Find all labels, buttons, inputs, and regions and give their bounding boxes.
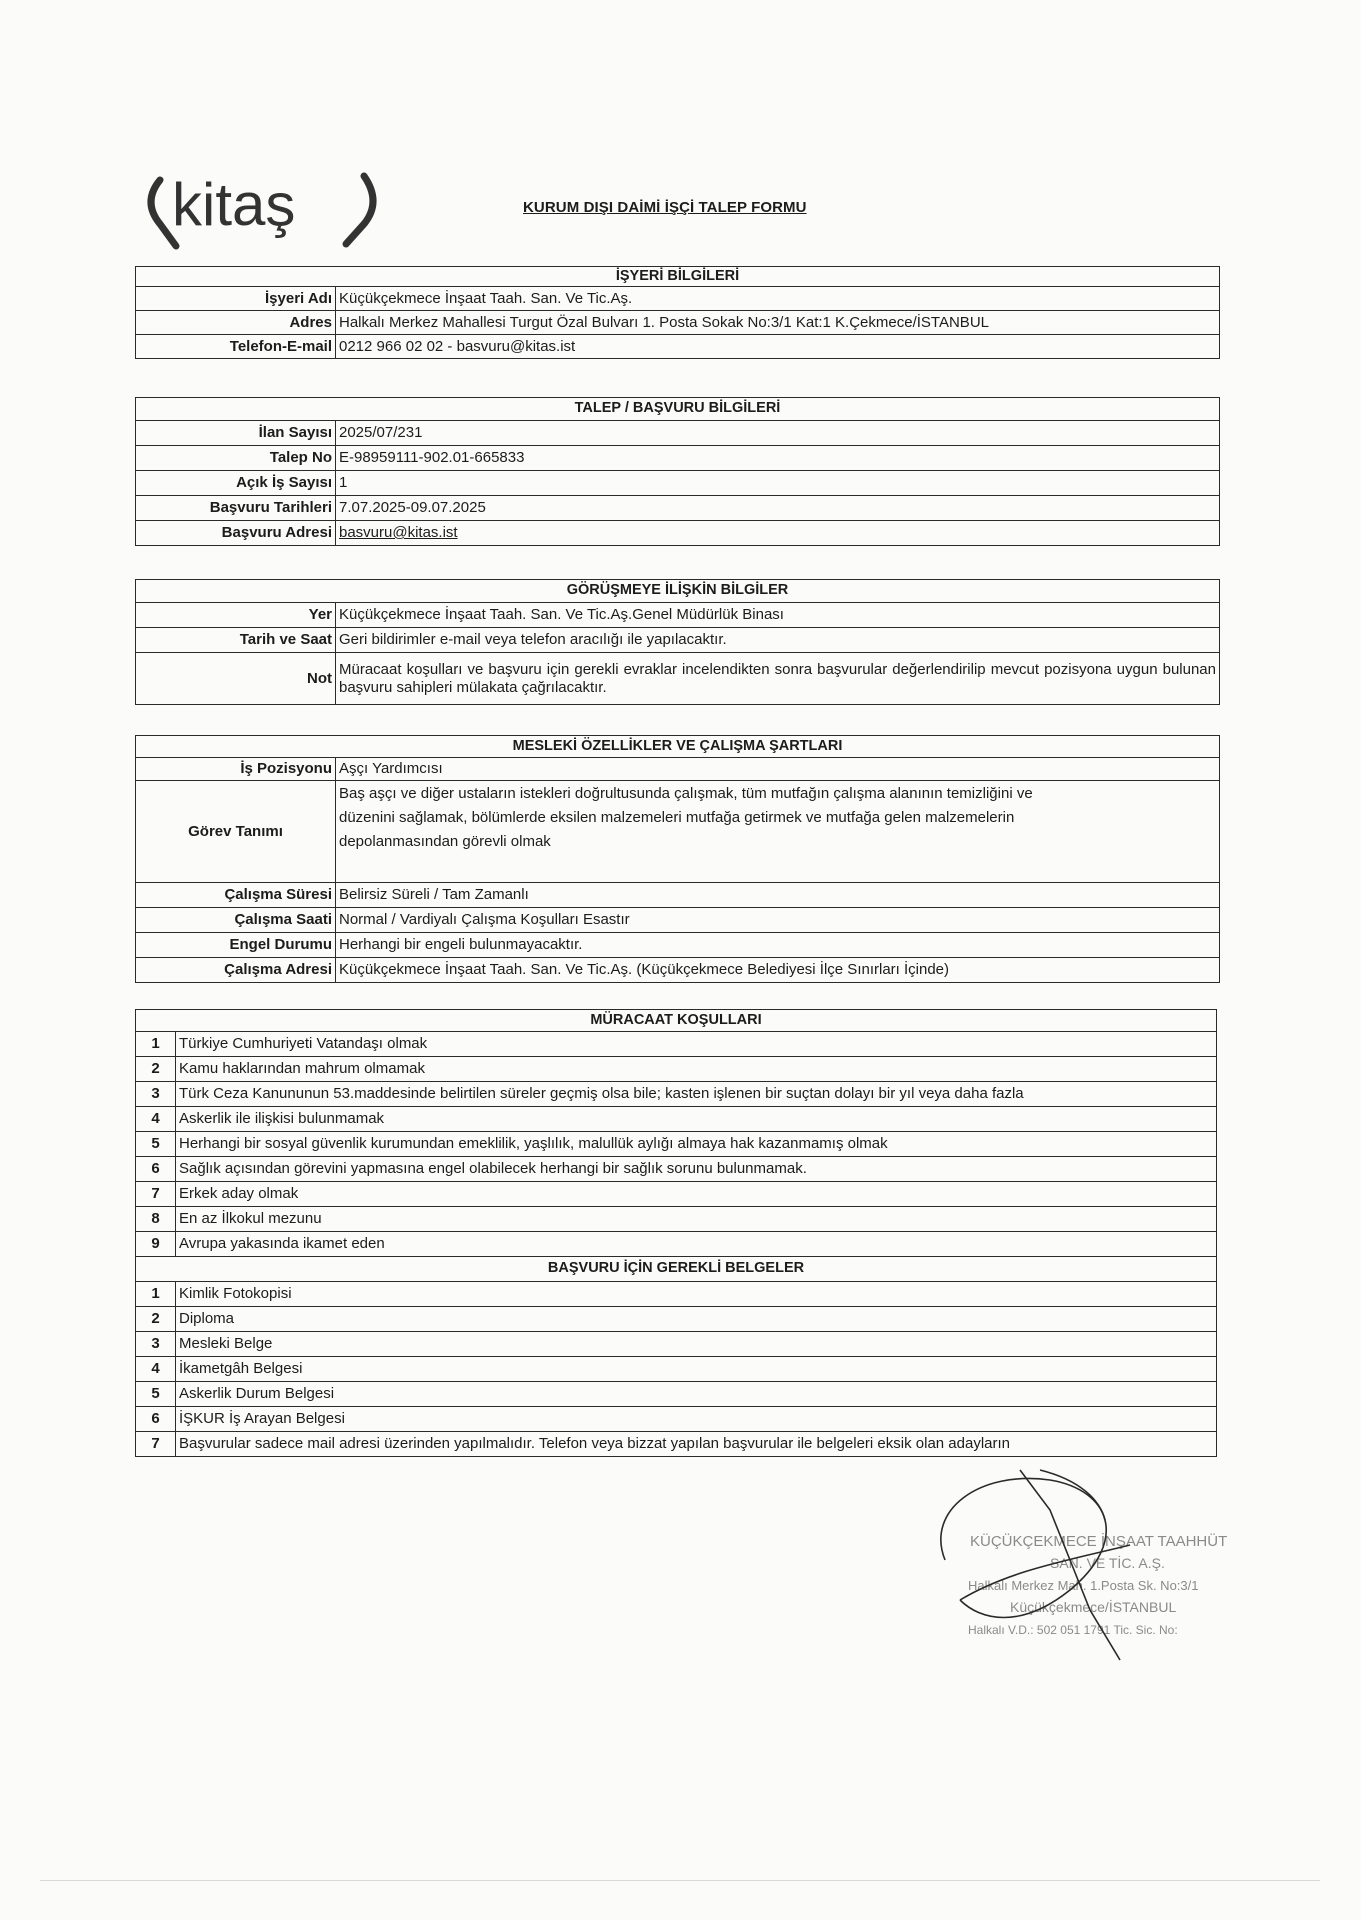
muracaat-header: MÜRACAAT KOŞULLARI (136, 1010, 1217, 1032)
table-row (136, 1182, 1217, 1207)
stamp-line-5: Halkalı V.D.: 502 051 1791 Tic. Sic. No: (968, 1623, 1178, 1637)
calisma-saati-value: Normal / Vardiyalı Çalışma Koşulları Esastır (336, 908, 1220, 933)
calisma-suresi-value: Belirsiz Süreli / Tam Zamanlı (336, 883, 1220, 908)
table-row (136, 1382, 1217, 1407)
basvuru-adresi-label: Başvuru Adresi (136, 521, 336, 546)
muracaat-no: 5 (136, 1132, 176, 1157)
muracaat-text: Avrupa yakasında ikamet eden (176, 1232, 1217, 1257)
ilan-sayisi-value: 2025/07/231 (336, 421, 1220, 446)
ilan-sayisi-label: İlan Sayısı (136, 421, 336, 446)
is-pozisyonu-value: Aşçı Yardımcısı (336, 758, 1220, 781)
table-row (136, 1357, 1217, 1382)
table-row (136, 1207, 1217, 1232)
calisma-adresi-value: Küçükçekmece İnşaat Taah. San. Ve Tic.Aş. (Küçükçekmece Belediyesi İlçe Sınırları İçinde) (336, 958, 1220, 983)
acik-is-sayisi-value: 1 (336, 471, 1220, 496)
belge-text: Mesleki Belge (176, 1332, 1217, 1357)
basvuru-adresi-link[interactable]: basvuru@kitas.ist (339, 524, 458, 541)
page-bottom-divider (40, 1880, 1320, 1881)
belgeler-header: BAŞVURU İÇİN GEREKLİ BELGELER (136, 1257, 1217, 1282)
isyeri-adi-value: Küçükçekmece İnşaat Taah. San. Ve Tic.Aş. (336, 287, 1220, 311)
belge-text: Diploma (176, 1307, 1217, 1332)
muracaat-text: Erkek aday olmak (176, 1182, 1217, 1207)
logo-text: kitaş (172, 171, 296, 238)
belge-no: 7 (136, 1432, 176, 1457)
table-row (136, 1307, 1217, 1332)
isyeri-adi-label: İşyeri Adı (136, 287, 336, 311)
yer-value: Küçükçekmece İnşaat Taah. San. Ve Tic.Aş.Genel Müdürlük Binası (336, 603, 1220, 628)
muracaat-no: 9 (136, 1232, 176, 1257)
is-pozisyonu-label: İş Pozisyonu (136, 758, 336, 781)
muracaat-text: Kamu haklarından mahrum olmamak (176, 1057, 1217, 1082)
muracaat-no: 7 (136, 1182, 176, 1207)
muracaat-table (135, 1009, 1217, 1457)
muracaat-text: Sağlık açısından görevini yapmasına engel olabilecek herhangi bir sağlık sorunu bulunmamak. (176, 1157, 1217, 1182)
table-row (136, 1282, 1217, 1307)
engel-durumu-label: Engel Durumu (136, 933, 336, 958)
table-row (136, 1132, 1217, 1157)
belge-text: Başvurular sadece mail adresi üzerinden yapılmalıdır. Telefon veya bizzat yapılan başvurular ile belgeleri eksik olan adayların (176, 1432, 1217, 1457)
adres-value: Halkalı Merkez Mahallesi Turgut Özal Bulvarı 1. Posta Sokak No:3/1 Kat:1 K.Çekmece/İSTANBUL (336, 311, 1220, 335)
muracaat-no: 6 (136, 1157, 176, 1182)
gorusme-table (135, 579, 1220, 705)
table-row (136, 1107, 1217, 1132)
adres-label: Adres (136, 311, 336, 335)
gorev-tanimi-value: Baş aşçı ve diğer ustaların istekleri doğrultusunda çalışmak, tüm mutfağın çalışma alanının temizliğini ve düzenini sağlamak, bölümlerde eksilen malzemeleri mutfağa getirmek ve mutfağa gelen malzemelerin depolanmasından görevli olmak (336, 781, 1220, 883)
belge-text: İŞKUR İş Arayan Belgesi (176, 1407, 1217, 1432)
talep-no-label: Talep No (136, 446, 336, 471)
belge-no: 6 (136, 1407, 176, 1432)
gorev-tanimi-label: Görev Tanımı (136, 781, 336, 883)
table-row (136, 1332, 1217, 1357)
table-row (136, 1407, 1217, 1432)
belge-no: 2 (136, 1307, 176, 1332)
belge-text: Askerlik Durum Belgesi (176, 1382, 1217, 1407)
yer-label: Yer (136, 603, 336, 628)
muracaat-text: Herhangi bir sosyal güvenlik kurumundan emeklilik, yaşlılık, malullük aylığı almaya hak kazanmamış olmak (176, 1132, 1217, 1157)
kitas-logo (146, 162, 386, 254)
table-row (136, 1232, 1217, 1257)
muracaat-text: En az İlkokul mezunu (176, 1207, 1217, 1232)
table-row (136, 1057, 1217, 1082)
basvuru-tarihleri-value: 7.07.2025-09.07.2025 (336, 496, 1220, 521)
muracaat-no: 4 (136, 1107, 176, 1132)
mesleki-table (135, 735, 1220, 983)
isyeri-table (135, 266, 1220, 359)
belge-no: 1 (136, 1282, 176, 1307)
telefon-email-label: Telefon-E-mail (136, 335, 336, 359)
form-title: KURUM DIŞI DAİMİ İŞÇİ TALEP FORMU (523, 199, 807, 216)
acik-is-sayisi-label: Açık İş Sayısı (136, 471, 336, 496)
muracaat-no: 3 (136, 1082, 176, 1107)
calisma-saati-label: Çalışma Saati (136, 908, 336, 933)
not-value: Müracaat koşulları ve başvuru için gerekli evraklar incelendikten sonra başvurular değerlendirilip mevcut pozisyona uygun bulunan başvuru sahipleri mülakata çağrılacaktır. (336, 653, 1220, 705)
tarih-saat-value: Geri bildirimler e-mail veya telefon aracılığı ile yapılacaktır. (336, 628, 1220, 653)
stamp-line-3: Halkalı Merkez Mah. 1.Posta Sk. No:3/1 (968, 1578, 1199, 1593)
belge-no: 5 (136, 1382, 176, 1407)
mesleki-header: MESLEKİ ÖZELLİKLER VE ÇALIŞMA ŞARTLARI (136, 736, 1220, 758)
talep-header: TALEP / BAŞVURU BİLGİLERİ (136, 398, 1220, 421)
gorusme-header: GÖRÜŞMEYE İLİŞKİN BİLGİLER (136, 580, 1220, 603)
muracaat-text: Türk Ceza Kanununun 53.maddesinde belirtilen süreler geçmiş olsa bile; kasten işlenen bir suçtan dolayı bir yıl veya daha fazla (176, 1082, 1217, 1107)
talep-no-value: E-98959111-902.01-665833 (336, 446, 1220, 471)
table-row (136, 1082, 1217, 1107)
not-label: Not (136, 653, 336, 705)
talep-table (135, 397, 1220, 546)
company-stamp (900, 1450, 1280, 1680)
calisma-suresi-label: Çalışma Süresi (136, 883, 336, 908)
calisma-adresi-label: Çalışma Adresi (136, 958, 336, 983)
engel-durumu-value: Herhangi bir engeli bulunmayacaktır. (336, 933, 1220, 958)
stamp-line-2: SAN. VE TİC. A.Ş. (1050, 1555, 1165, 1571)
table-row (136, 1157, 1217, 1182)
tarih-saat-label: Tarih ve Saat (136, 628, 336, 653)
belge-no: 3 (136, 1332, 176, 1357)
muracaat-text: Türkiye Cumhuriyeti Vatandaşı olmak (176, 1032, 1217, 1057)
table-row (136, 1032, 1217, 1057)
belge-text: İkametgâh Belgesi (176, 1357, 1217, 1382)
muracaat-no: 1 (136, 1032, 176, 1057)
telefon-email-value: 0212 966 02 02 - basvuru@kitas.ist (336, 335, 1220, 359)
belge-text: Kimlik Fotokopisi (176, 1282, 1217, 1307)
muracaat-no: 2 (136, 1057, 176, 1082)
muracaat-text: Askerlik ile ilişkisi bulunmamak (176, 1107, 1217, 1132)
muracaat-no: 8 (136, 1207, 176, 1232)
basvuru-tarihleri-label: Başvuru Tarihleri (136, 496, 336, 521)
stamp-line-4: Küçükçekmece/İSTANBUL (1010, 1599, 1177, 1615)
stamp-line-1: KÜÇÜKÇEKMECE İNŞAAT TAAHHÜT (970, 1533, 1228, 1550)
belge-no: 4 (136, 1357, 176, 1382)
isyeri-header: İŞYERİ BİLGİLERİ (136, 267, 1220, 287)
